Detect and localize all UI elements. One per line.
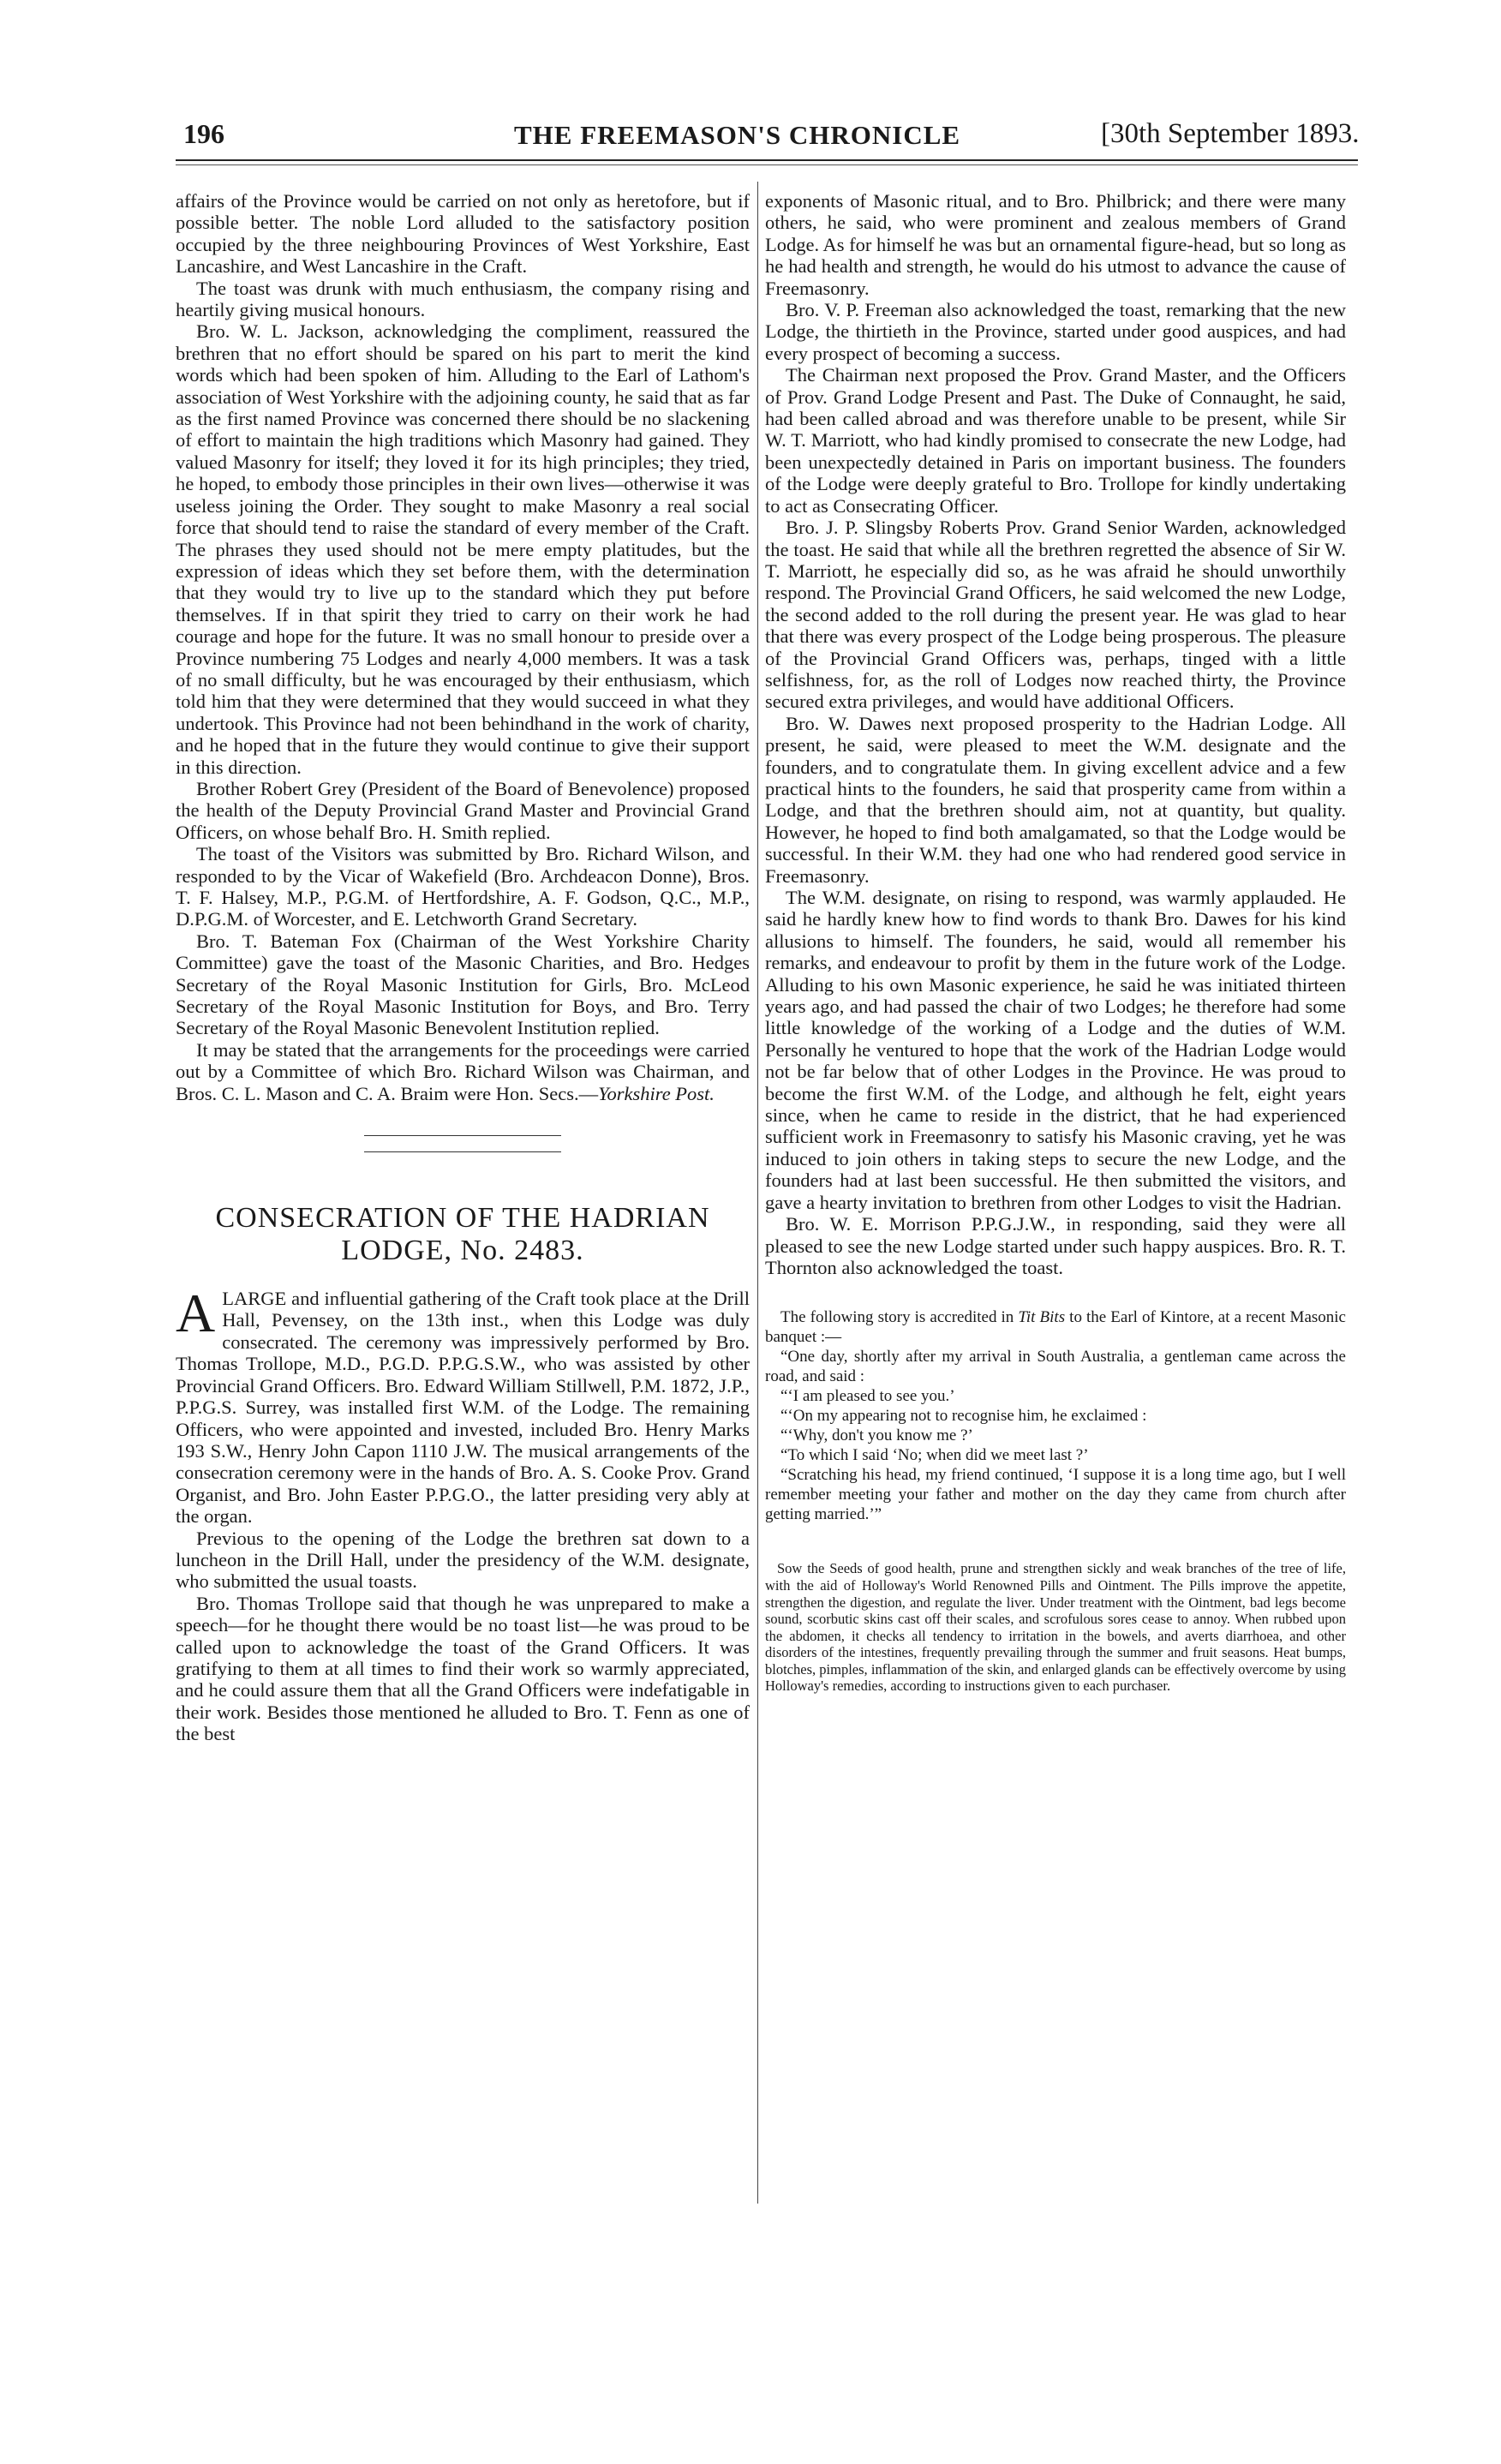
drop-cap: A xyxy=(176,1283,216,1344)
anecdote xyxy=(765,1307,1346,1524)
consecration-paragraph: The Chairman next proposed the Prov. Grand Master, and the Officers of Prov. Grand Lodge Present and Past. The Duke of Connaught, he said, had been called abroad and was therefore unable to be present, while Sir W. T. Marriott, who had kindly promised to consecrate the new Lodge, had been unexpectedly detained in Paris on important business. The founders of the Lodge were deeply grateful to Bro. Trollope for kindly undertaking to act as Consecrating Officer. xyxy=(765,364,1346,517)
spacer xyxy=(765,1278,1346,1307)
report-paragraph: Bro. T. Bateman Fox (Chairman of the West Yorkshire Charity Committee) gave the toast of the Masonic Charities, and Bro. Hedges Secretary of the Royal Masonic Institution for Girls, Bro. McLeod Secretary of the Royal Masonic Institution for Boys, and Bro. Terry Secretary of the Royal Masonic Benevolent Institution replied. xyxy=(176,930,750,1039)
anecdote-line: “‘On my appearing not to recognise him, he exclaimed : xyxy=(780,1407,1147,1426)
right-column xyxy=(765,190,1346,1695)
anecdote-line: “‘I am pleased to see you.’ xyxy=(780,1387,955,1406)
anecdote-intro-end: to the Earl of Kintore, at a recent Masonic banquet :— xyxy=(765,1308,1346,1347)
closing-text: It may be stated that the arrangements for the proceedings were carried out by a Committee of which Bro. Richard Wilson was Chairman, and Bros. C. L. Mason and C. A. Braim were Hon. Secs.— xyxy=(176,1038,750,1104)
consecration-paragraph: The W.M. designate, on rising to respond, was warmly applauded. He said he hardly knew how to find words to thank Bro. Dawes for his kind allusions to himself. The founders, he said, would all remember his remarks, and endeavour to profit by them in the future work of the Lodge. Alluding to his own Masonic experience, he said he was initiated thirteen years ago, and had passed the chair of two Lodges; he therefore had some little knowledge of the working of a Lodge and the duties of W.M. Personally he ventured to hope that the work of the Hadrian Lodge would not be far below that of other Lodges in the Province. He was proud to become the first W.M. of the Lodge, and although he felt, eight years since, when he came to reside in the district, that he had experienced sufficient work in Freemasonry to satisfy his Masonic craving, yet he was induced to join others in taking steps to secure the new Lodge, and the founders had at last been successful. He then submitted the visitors, and gave a hearty invitation to brethren from other Lodges to visit the Hadrian. xyxy=(765,887,1346,1213)
anecdote-intro xyxy=(765,1307,1346,1347)
anecdote-source: Tit Bits xyxy=(1018,1308,1066,1327)
anecdote-line: “To which I said ‘No; when did we meet last ?’ xyxy=(780,1446,1089,1465)
consecration-paragraph: Bro. V. P. Freeman also acknowledged the toast, remarking that the new Lodge, the thirtieth in the Province, started under good auspices, and had every prospect of becoming a success. xyxy=(765,299,1346,364)
anecdote-line: “‘Why, don't you know me ?’ xyxy=(780,1426,973,1445)
consecration-paragraph: Previous to the opening of the Lodge the brethren sat down to a luncheon in the Drill Hall, under the presidency of the W.M. designate, who submitted the usual toasts. xyxy=(176,1527,750,1593)
consecration-paragraph: Bro. W. Dawes next proposed prosperity to the Hadrian Lodge. All present, he said, were pleased to meet the W.M. designate and the founders, and to congratulate them. In giving excellent advice and a few practical hints to the founders, he said that prosperity came from within a Lodge, and that the brethren should aim, not at quantity, but quality. However, he hoped to find both amalgamated, so that the Lodge would be successful. In their W.M. they had one who had rendered good service in Freemasonry. xyxy=(765,712,1346,887)
consecration-paragraph: Bro. W. E. Morrison P.P.G.J.W., in responding, said they were all pleased to see the new Lodge started under such happy auspices. Bro. R. T. Thornton also acknowledged the toast. xyxy=(765,1213,1346,1278)
advertisement-text: Sow the Seeds of good health, prune and strengthen sickly and weak branches of the tree of life, with the aid of Holloway's World Renowned Pills and Ointment. The Pills improve the appetite, strengthen the digestion, and regulate the liver. Under treatment with the Ointment, bad legs become sound, scorbutic skins cast off their scales, and scrofulous sores cease to annoy. When rubbed upon the abdomen, it checks all tendency to irritation in the bowels, and averts diarrhoea, and other disorders of the intestines, frequently prevailing through the summer and fruit seasons. Heat bumps, blotches, pimples, inflammation of the skin, and enlarged glands can be effectively overcome by using Holloway's remedies, according to instructions given to each purchaser. xyxy=(765,1560,1346,1695)
header-rule xyxy=(176,159,1358,161)
anecdote-line: “Scratching his head, my friend continued, ‘I suppose it is a long time ago, but I well remember meeting your father and mother on the day they came from church after getting married.’” xyxy=(765,1466,1346,1524)
spacer xyxy=(765,1524,1346,1560)
lead-text: LARGE and influential gathering of the Craft took place at the Drill Hall, Pevensey, on the 13th inst., when this Lodge was duly consecrated. The ceremony was impressively performed by Bro. Thomas Trollope, M.D., P.G.D. P.P.G.S.W., who was assisted by other Provincial Grand Officers. Bro. Edward William Stillwell, P.M. 1872, J.P., P.P.G.S. Surrey, was installed first W.M. of the Lodge. The remaining Officers, who were appointed and invested, included Bro. Henry Marks 193 S.W., Henry John Capon 1110 J.W. The musical arrangements of the consecration ceremony were in the hands of Bro. A. S. Cooke Prov. Grand Organist, and Bro. John Easter P.P.G.O., the latter presiding very ably at the organ. xyxy=(176,1288,750,1528)
report-paragraph: The toast of the Visitors was submitted by Bro. Richard Wilson, and responded to by the Vicar of Wakefield (Bro. Archdeacon Donne), Bros. T. F. Halsey, M.P., P.G.M. of Hertfordshire, A. F. Godson, Q.C., M.P., D.P.G.M. of Worcester, and E. Letchworth Grand Secretary. xyxy=(176,843,750,930)
consecration-paragraph: Bro. J. P. Slingsby Roberts Prov. Grand Senior Warden, acknowledged the toast. He said that while all the brethren regretted the absence of Sir W. T. Marriott, he especially did so, as he was afraid he should unworthily respond. The Provincial Grand Officers, he said welcomed the new Lodge, the second added to the roll during the present year. He was glad to hear that there was every prospect of the Lodge being prosperous. The pleasure of the Provincial Grand Officers was, perhaps, tinged with a little selfishness, for, as the roll of Lodges now reached thirty, the Province secured extra privileges, and would have additional Officers. xyxy=(765,517,1346,713)
left-column xyxy=(176,190,750,1745)
report-paragraph: Bro. W. L. Jackson, acknowledging the compliment, reassured the brethren that no effort should be spared on his part to merit the kind words which had been spoken of him. Alluding to the Earl of Lathom's association of West Yorkshire with the adjoining county, he said that as far as the first named Province was concerned there should be no slackening of effort to maintain the high traditions which Masonry had gained. They valued Masonry for itself; they loved it for its high principles; they tried, he hoped, to embody those principles in their own lives—otherwise it was useless joining the Order. They sought to make Masonry a real social force that should tend to raise the standard of every member of the Craft. The phrases they used should not be mere empty platitudes, but the expression of ideas which they set before them, with the determination that they would try to live up to the standard which they put before themselves. If in that spirit they tried to carry on their work he had courage and hope for the future. It was no small honour to preside over a Province numbering 75 Lodges and nearly 4,000 members. It was a task of no small difficulty, but he was encouraged by their enthusiasm, which told him that they were determined that they would succeed in what they undertook. This Province had not been behindhand in the work of charity, and he hoped that in the future they would continue to give their support in this direction. xyxy=(176,320,750,778)
masthead-title: THE FREEMASON'S CHRONICLE xyxy=(514,120,961,150)
report-paragraph: The toast was drunk with much enthusiasm, the company rising and heartily giving musical honours. xyxy=(176,277,750,321)
column-divider xyxy=(757,182,758,2204)
report-paragraph: affairs of the Province would be carried on not only as heretofore, but if possible better. The noble Lord alluded to the satisfactory position occupied by the three neighbouring Provinces of West Yorkshire, East Lancashire, and West Lancashire in the Craft. xyxy=(176,190,750,278)
article-separator xyxy=(364,1135,561,1152)
anecdote-line: “One day, shortly after my arrival in South Australia, a gentleman came across the road, and said : xyxy=(765,1348,1346,1386)
report-closing-paragraph xyxy=(176,1039,750,1104)
consecration-paragraph: exponents of Masonic ritual, and to Bro. Philbrick; and there were many others, he said, who were prominent and zealous members of Grand Lodge. As for himself he was but an ornamental figure-head, but so long as he had health and strength, he would do his utmost to advance the cause of Freemasonry. xyxy=(765,190,1346,299)
section-title: CONSECRATION OF THE HADRIAN LODGE, No. 2483. xyxy=(215,1202,710,1267)
report-paragraph: Brother Robert Grey (President of the Board of Benevolence) proposed the health of the Deputy Provincial Grand Master and Provincial Grand Officers, on whose behalf Bro. H. Smith replied. xyxy=(176,777,750,843)
advertisement xyxy=(765,1560,1346,1695)
issue-date: [30th September 1893. xyxy=(1101,118,1360,149)
page-number: 196 xyxy=(183,118,224,149)
header-rule-thin xyxy=(176,164,1358,165)
lead-paragraph xyxy=(176,1283,750,1528)
anecdote-intro-text: The following story is accredited in xyxy=(780,1308,1019,1327)
source-credit: Yorkshire Post. xyxy=(598,1082,715,1104)
consecration-paragraph: Bro. Thomas Trollope said that though he was unprepared to make a speech—for he thought there would be no toast list—he was proud to be called upon to acknowledge the toast of the Grand Officers. It was gratifying to them at all times to find their work so warmly appreciated, and he could assure them that all the Grand Officers were indefatigable in their work. Besides those mentioned he alluded to Bro. T. Fenn as one of the best xyxy=(176,1592,750,1745)
